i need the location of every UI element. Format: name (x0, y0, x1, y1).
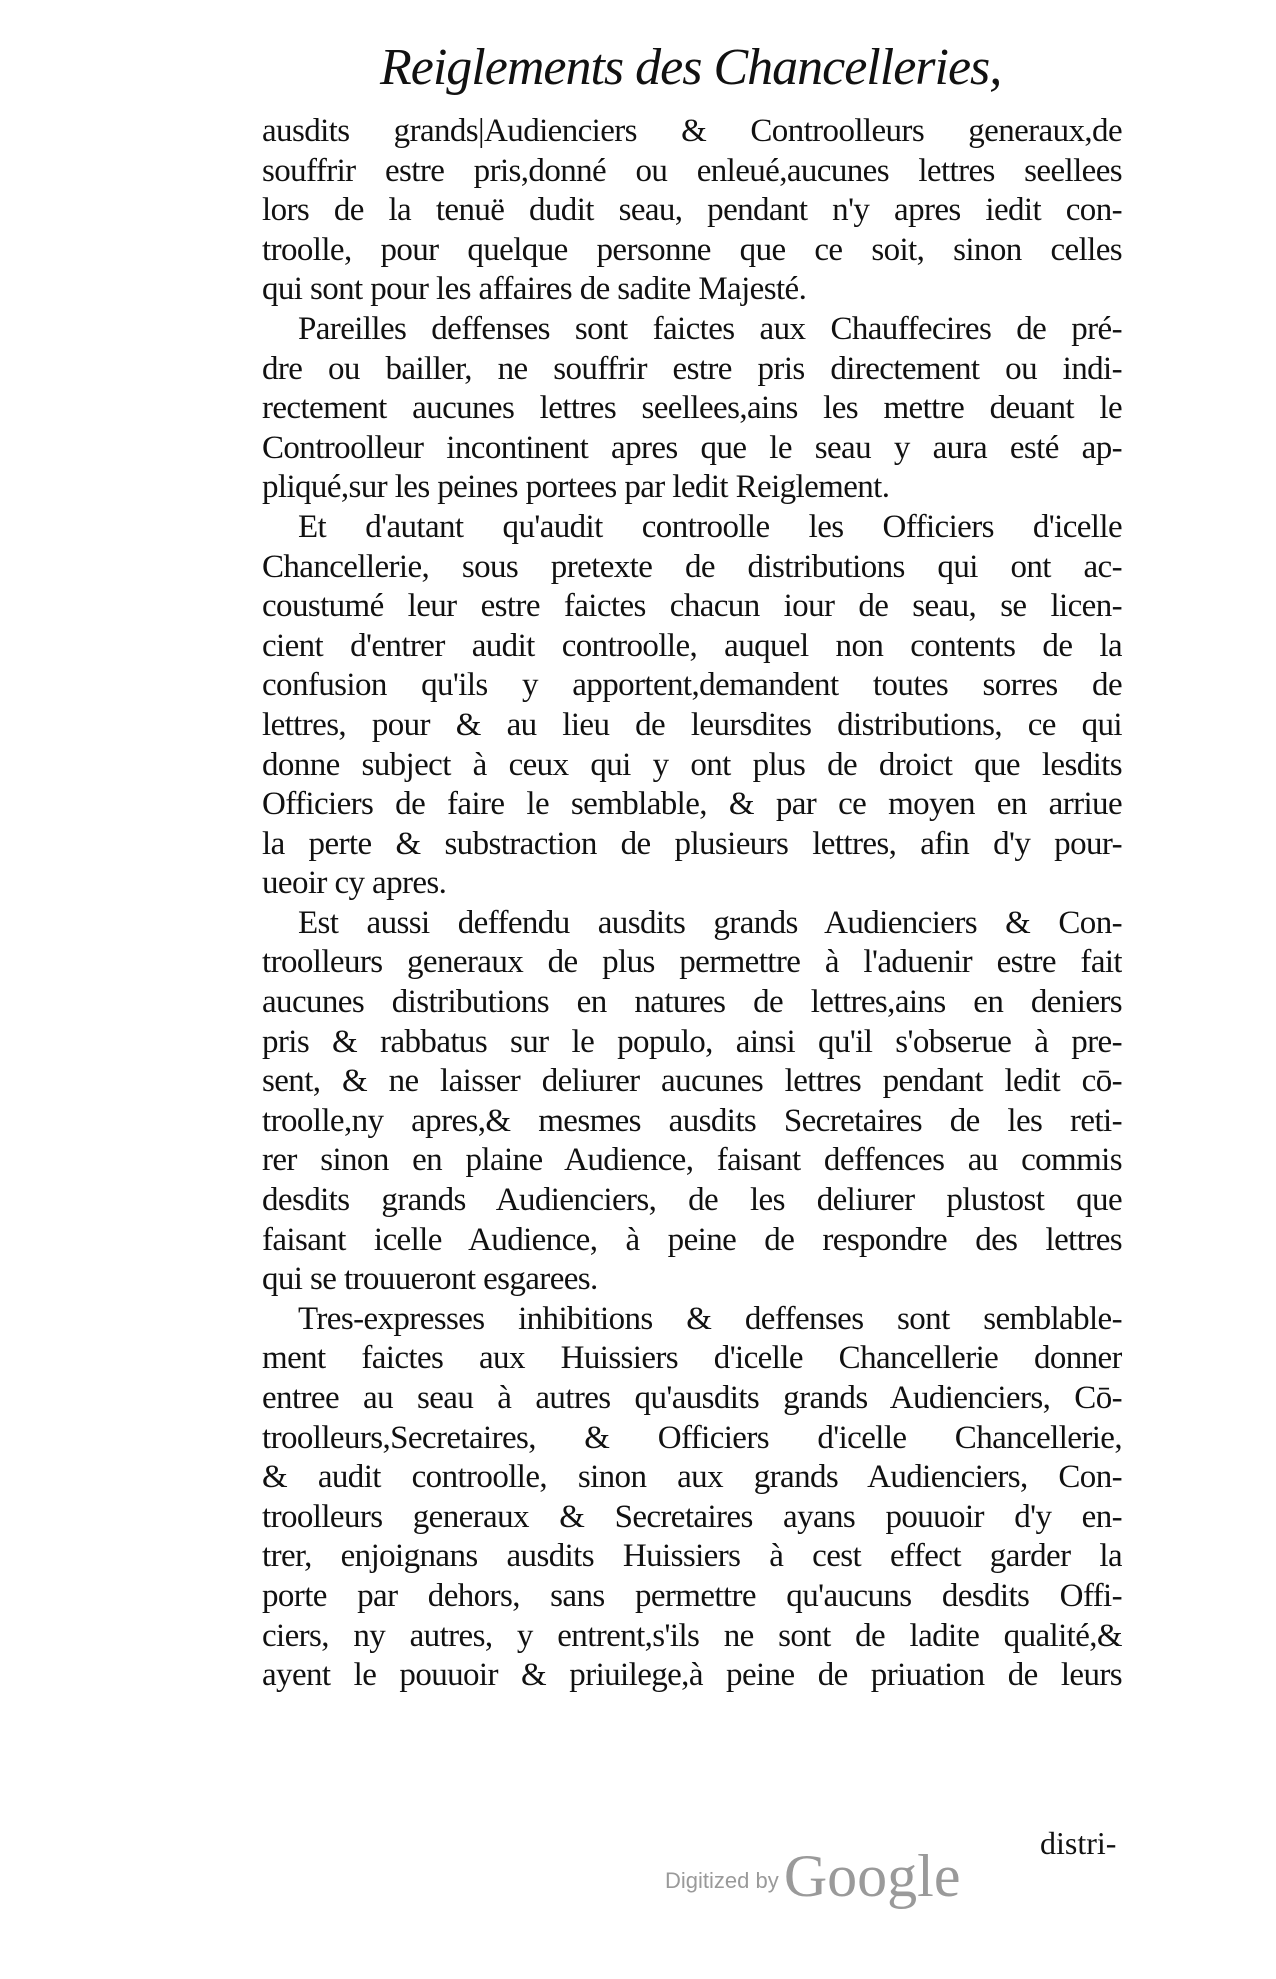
text-line: desdits grands Audienciers, de les deliurer plustost que (262, 1182, 1122, 1219)
text-line: entree au seau à autres qu'ausdits grands Audienciers, Cō- (262, 1380, 1122, 1416)
text-line: Controolleur incontinent apres que le seau y aura esté ap- (262, 429, 1122, 466)
text-line: Et d'autant qu'audit controolle les Officiers d'icelle (298, 508, 1122, 545)
text-line: & audit controolle, sinon aux grands Audienciers, Con- (262, 1459, 1122, 1496)
text-line: rectement aucunes lettres seellees,ains les mettre deuant le (262, 390, 1122, 427)
text-line: troolle, pour quelque personne que ce soit, sinon celles (262, 231, 1122, 268)
body-text (262, 112, 1122, 1696)
text-line: confusion qu'ils y apportent,demandent toutes sorres de (262, 667, 1122, 704)
text-line: lettres, pour & au lieu de leursdites distributions, ce qui (262, 706, 1122, 743)
text-line: donne subject à ceux qui y ont plus de droict que lesdits (262, 746, 1122, 783)
text-line: rer sinon en plaine Audience, faisant deffences au commis (262, 1142, 1122, 1179)
text-line: faisant icelle Audience, à peine de respondre des lettres (262, 1221, 1122, 1258)
text-line: souffrir estre pris,donné ou enleué,aucunes lettres seellees (262, 152, 1122, 189)
text-line: Officiers de faire le semblable, & par ce moyen en arriue (262, 786, 1122, 823)
text-line: coustumé leur estre faictes chacun iour de seau, se licen- (262, 588, 1122, 625)
text-line: qui sont pour les affaires de sadite Majesté. (262, 271, 807, 308)
text-line: Pareilles deffenses sont faictes aux Chauffecires de pré- (298, 310, 1122, 347)
text-line: ciers, ny autres, y entrent,s'ils ne sont de ladite qualité,& (262, 1617, 1122, 1654)
text-line: qui se trouueront esgarees. (262, 1261, 598, 1298)
running-head: Reiglements des Chancelleries, (380, 39, 1002, 96)
text-line: Est aussi deffendu ausdits grands Audienciers & Con- (298, 904, 1122, 941)
text-line: pliqué,sur les peines portees par ledit Reiglement. (262, 469, 890, 506)
text-line: troolleurs generaux de plus permettre à l'aduenir estre fait (262, 944, 1122, 981)
text-line: pris & rabbatus sur le populo, ainsi qu'il s'obserue à pre- (262, 1023, 1122, 1060)
catchword: distri- (1040, 1825, 1117, 1861)
text-line: sent, & ne laisser deliurer aucunes lettres pendant ledit cō- (262, 1063, 1122, 1100)
google-logo: Google (783, 1843, 961, 1909)
text-line: troolle,ny apres,& mesmes ausdits Secretaires de les reti- (262, 1102, 1122, 1139)
text-line: Chancellerie, sous pretexte de distributions qui ont ac- (262, 548, 1122, 585)
text-line: troolleurs,Secretaires, & Officiers d'icelle Chancellerie, (262, 1419, 1122, 1456)
text-line: Tres-expresses inhibitions & deffenses sont semblable- (298, 1300, 1122, 1337)
text-line: dre ou bailler, ne souffrir estre pris directement ou indi- (262, 350, 1122, 387)
text-line: aucunes distributions en natures de lettres,ains en deniers (262, 984, 1122, 1021)
text-line: la perte & substraction de plusieurs lettres, afin d'y pour- (262, 825, 1122, 862)
text-line: lors de la tenuë dudit seau, pendant n'y apres iedit con- (262, 192, 1122, 229)
text-line: ausdits grands|Audienciers & Controolleurs generaux,de (262, 113, 1122, 149)
text-line: cient d'entrer audit controolle, auquel non contents de la (262, 627, 1122, 664)
text-line: ayent le pouuoir & priuilege,à peine de priuation de leurs (262, 1657, 1122, 1694)
text-line: ment faictes aux Huissiers d'icelle Chancellerie donner (262, 1340, 1122, 1377)
text-line: ueoir cy apres. (262, 865, 447, 902)
digitized-by-google-watermark (665, 1842, 960, 1911)
text-line: trer, enjoignans ausdits Huissiers à cest effect garder la (262, 1538, 1122, 1575)
text-line: troolleurs generaux & Secretaires ayans pouuoir d'y en- (262, 1498, 1122, 1535)
text-line: porte par dehors, sans permettre qu'aucuns desdits Offi- (262, 1577, 1122, 1614)
watermark-prefix: Digitized by (665, 1868, 779, 1893)
